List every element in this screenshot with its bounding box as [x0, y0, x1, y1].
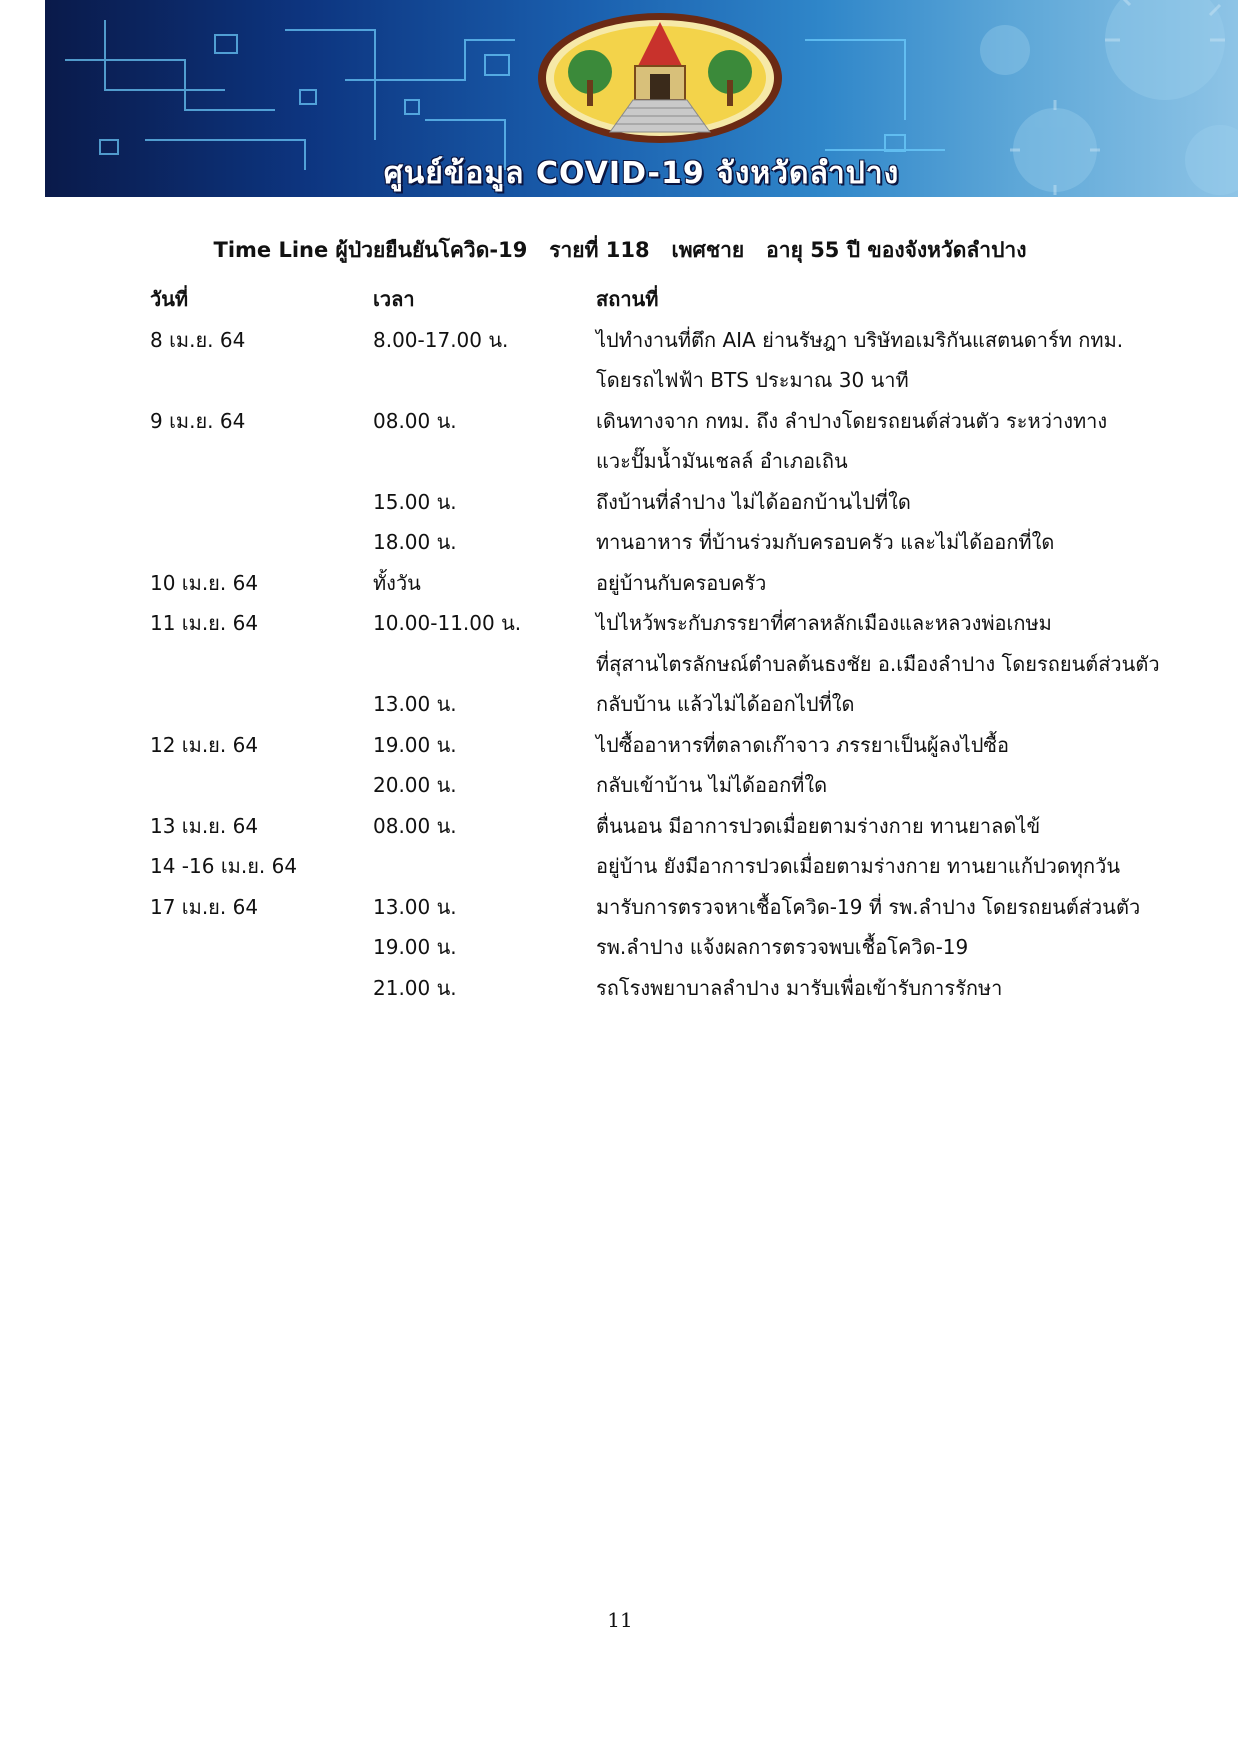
table-row	[150, 891, 1200, 932]
row-place: ไปซื้ออาหารที่ตลาดเก๊าจาว ภรรยาเป็นผู้ลงไปซื้อ	[596, 732, 1009, 757]
row-place: กลับเข้าบ้าน ไม่ได้ออกที่ใด	[596, 773, 828, 797]
row-time: 13.00 น.	[373, 692, 457, 716]
table-row	[150, 607, 1200, 648]
row-place: โดยรถไฟฟ้า BTS ประมาณ 30 นาที	[596, 368, 909, 392]
table-row	[150, 526, 1200, 567]
row-time: 08.00 น.	[373, 813, 457, 838]
row-time: ทั้งวัน	[373, 570, 421, 595]
table-row	[150, 729, 1200, 770]
row-date: 10 เม.ย. 64	[150, 570, 259, 595]
row-place: ถึงบ้านที่ลำปาง ไม่ได้ออกบ้านไปที่ใด	[596, 489, 911, 514]
row-place: รพ.ลำปาง แจ้งผลการตรวจพบเชื้อโควิด-19	[596, 935, 969, 959]
province-seal-logo	[535, 10, 785, 145]
row-place: ทานอาหาร ที่บ้านร่วมกับครอบครัว และไม่ได้ออกที่ใด	[596, 530, 1055, 554]
row-place: กลับบ้าน แล้วไม่ได้ออกไปที่ใด	[596, 692, 855, 716]
table-header-row	[150, 283, 1200, 324]
table-row	[150, 324, 1200, 365]
page-number: 11	[607, 1608, 633, 1632]
row-date: 17 เม.ย. 64	[150, 894, 259, 919]
timeline-title: Time Line ผู้ป่วยยืนยันโควิด-19 รายที่ 118 เพศชาย อายุ 55 ปี ของจังหวัดลำปาง	[213, 238, 1027, 262]
header-time: เวลา	[373, 287, 415, 311]
table-row	[150, 445, 1200, 486]
table-row	[150, 567, 1200, 608]
table-row	[150, 648, 1200, 689]
row-time: 21.00 น.	[373, 975, 457, 1000]
row-place: อยู่บ้าน ยังมีอาการปวดเมื่อยตามร่างกาย ทานยาแก้ปวดทุกวัน	[596, 854, 1121, 878]
row-place: ไปทำงานที่ตึก AIA ย่านรัษฎา บริษัทอเมริกันแสตนดาร์ท กทม.	[596, 327, 1124, 352]
row-time: 19.00 น.	[373, 935, 457, 959]
row-place: แวะปั๊มน้ำมันเชลล์ อำเภอเถิน	[596, 449, 848, 473]
row-date: 14 -16 เม.ย. 64	[150, 854, 298, 878]
table-row	[150, 486, 1200, 527]
header-banner	[45, 0, 1238, 197]
table-row	[150, 810, 1200, 851]
table-row	[150, 850, 1200, 891]
header-place: สถานที่	[596, 287, 659, 311]
row-time: 13.00 น.	[373, 894, 457, 919]
row-date: 11 เม.ย. 64	[150, 611, 259, 635]
row-time: 20.00 น.	[373, 773, 457, 797]
row-place: เดินทางจาก กทม. ถึง ลำปางโดยรถยนต์ส่วนตัว ระหว่างทาง	[596, 408, 1108, 433]
table-row	[150, 769, 1200, 810]
table-row	[150, 972, 1200, 1013]
row-date: 9 เม.ย. 64	[150, 408, 246, 433]
table-row	[150, 405, 1200, 446]
row-place: อยู่บ้านกับครอบครัว	[596, 570, 767, 595]
banner-title: ศูนย์ข้อมูล COVID-19 จังหวัดลำปาง	[383, 156, 900, 191]
row-time: 18.00 น.	[373, 530, 457, 554]
row-place: รถโรงพยาบาลลำปาง มารับเพื่อเข้ารับการรักษา	[596, 975, 1003, 1000]
table-row	[150, 688, 1200, 729]
row-time: 15.00 น.	[373, 489, 457, 514]
header-date: วันที่	[150, 287, 189, 311]
row-place: ตื่นนอน มีอาการปวดเมื่อยตามร่างกาย ทานยาลดไข้	[596, 813, 1041, 838]
row-time: 19.00 น.	[373, 732, 457, 757]
row-time: 08.00 น.	[373, 408, 457, 433]
row-place: ที่สุสานไตรลักษณ์ตำบลต้นธงชัย อ.เมืองลำปาง โดยรถยนต์ส่วนตัว	[596, 651, 1160, 676]
row-date: 8 เม.ย. 64	[150, 327, 246, 352]
row-time: 10.00-11.00 น.	[373, 611, 522, 635]
row-date: 13 เม.ย. 64	[150, 813, 259, 838]
table-row	[150, 931, 1200, 972]
row-date: 12 เม.ย. 64	[150, 732, 259, 757]
row-place: มารับการตรวจหาเชื้อโควิด-19 ที่ รพ.ลำปาง โดยรถยนต์ส่วนตัว	[596, 894, 1141, 919]
timeline-table	[150, 283, 1200, 1012]
table-row	[150, 364, 1200, 405]
row-place: ไปไหว้พระกับภรรยาที่ศาลหลักเมืองและหลวงพ่อเกษม	[596, 611, 1052, 635]
row-time: 8.00-17.00 น.	[373, 327, 509, 352]
